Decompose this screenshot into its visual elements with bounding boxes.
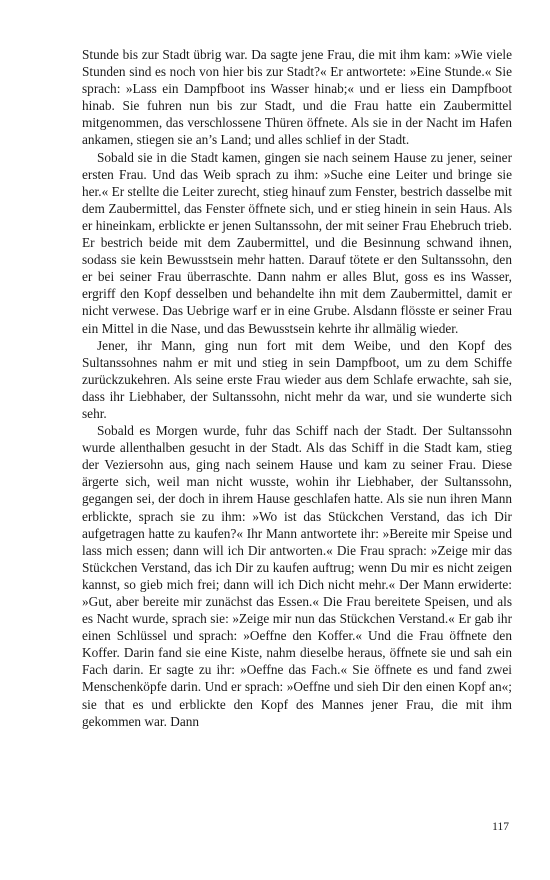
paragraph-1: Stunde bis zur Stadt übrig war. Da sagte jene Frau, die mit ihm kam: »Wie viele Stunden sind es noch von hier bis zur Stadt?« Er antwortete: »Eine Stunde.« Sie sprach: »Lass ein Dampfboot ins Wasser hinab;« und er liess ein Dampfboot hinab. Sie fuhren nun bis zur Stadt, und die Frau hatte ein Zaubermittel mitgenommen, das verschlossene Thüren öffnete. Als sie in der Nacht im Hafen ankamen, stiegen sie an’s Land; und alles schlief in der Stadt. (82, 47, 512, 148)
paragraph-4: Sobald es Morgen wurde, fuhr das Schiff nach der Stadt. Der Sultanssohn wurde allenthalben gesucht in der Stadt. Als das Schiff in die Stadt kam, stieg der Veziersohn aus, ging nach seinem Hause und kam zu seiner Frau. Diese ärgerte sich, weil man nicht wusste, wohin ihr Liebhaber, der Sultanssohn, gegangen sei, der doch in ihrem Hause geschlafen hatte. Als sie nun ihren Mann erblickte, sprach sie zu ihm: »Wo ist das Stückchen Verstand, das ich Dir aufgetragen hatte zu kaufen?« Ihr Mann antwortete ihr: »Bereite mir Speise und lass mich essen; dann will ich Dir antworten.« Die Frau sprach: »Zeige mir das Stückchen Verstand, das ich Dir zu kaufen auftrug; wenn Du mir es nicht zeigen kannst, so gieb mich frei; dann will ich Dich nicht mehr.« Der Mann erwiderte: »Gut, aber bereite mir zunächst das Essen.« Die Frau bereitete Speisen, und als es Nacht wurde, sprach sie: »Zeige mir nun das Stückchen Verstand.« Er gab ihr einen Schlüssel und sprach: »Oeffne den Koffer.« Und die Frau öffnete den Koffer. Darin fand sie eine Kiste, nahm dieselbe heraus, öffnete sie und sah ein Fach darin. Er sagte zu ihr: »Oeffne das Fach.« Sie öffnete es und fand zwei Menschenköpfe darin. Und er sprach: »Oeffne und sieh Dir den einen Kopf an«; sie that es und erblickte den Kopf des Mannes jener Frau, die mit ihm gekommen war. Dann (82, 423, 512, 729)
page-body (82, 46, 512, 730)
page-number: 117 (492, 821, 509, 833)
paragraph-2: Sobald sie in die Stadt kamen, gingen sie nach seinem Hause zu jener, seiner ersten Frau. Und das Weib sprach zu ihm: »Suche eine Leiter und bringe sie her.« Er stellte die Leiter zurecht, stieg hinauf zum Fenster, bestrich dasselbe mit dem Zaubermittel, das Fenster öffnete sich, und er stieg hinein in sein Haus. Als er hineinkam, erblickte er jenen Sultanssohn, der mit seiner Frau Ehebruch trieb. Er bestrich beide mit dem Zaubermittel, und die Besinnung schwand ihnen, sodass sie kein Bewusstsein mehr hatten. Darauf tötete er den Sultanssohn, den er bei seiner Frau überraschte. Dann nahm er alles Blut, goss es ins Wasser, ergriff den Kopf desselben und behandelte ihn mit dem Zaubermittel, damit er nicht verwese. Das Uebrige warf er in eine Grube. Alsdann flösste er seiner Frau ein Mittel in die Nase, und das Bewusstsein kehrte ihr allmälig wieder. (82, 149, 512, 336)
paragraph-3: Jener, ihr Mann, ging nun fort mit dem Weibe, und den Kopf des Sultanssohnes nahm er mit und stieg in sein Dampfboot, um zu dem Schiffe zurückzukehren. Als seine erste Frau wieder aus dem Schlafe erwachte, sah sie, dass ihr Liebhaber, der Sultanssohn, nicht mehr da war, und sie wunderte sich sehr. (82, 337, 512, 421)
